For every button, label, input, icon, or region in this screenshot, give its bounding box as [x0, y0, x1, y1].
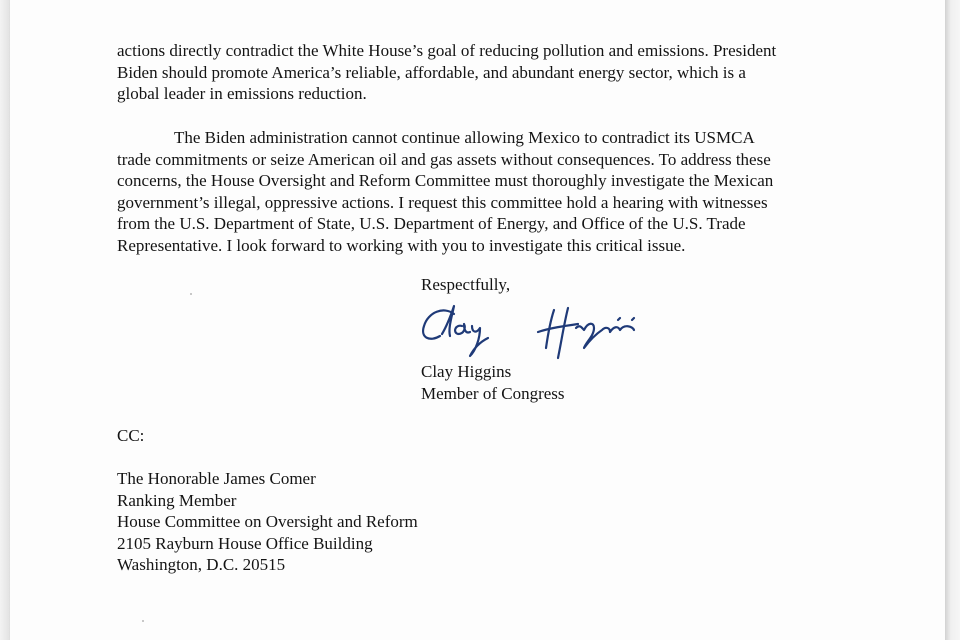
signer-title: Member of Congress: [421, 383, 565, 403]
page-right-edge: [945, 0, 960, 640]
closing-salutation: Respectfully,: [421, 275, 511, 294]
page-left-margin: [0, 0, 10, 640]
paragraph-line: The Biden administration cannot continue allowing Mexico to contradict its USMCA: [174, 128, 755, 147]
handwritten-signature: [418, 298, 658, 362]
paragraph-line: global leader in emissions reduction.: [117, 84, 367, 104]
letter-paragraph-1: [117, 40, 776, 105]
paragraph-line: concerns, the House Oversight and Reform Committee must thoroughly investigate the Mexican: [117, 171, 774, 191]
cc-address: [117, 468, 418, 576]
paper-speck: [142, 620, 144, 622]
letter-paragraph-2: [117, 127, 773, 257]
address-line: Washington, D.C. 20515: [117, 555, 286, 575]
signature-block: [421, 361, 565, 404]
paragraph-line: from the U.S. Department of State, U.S. Department of Energy, and Office of the U.S. Trade: [117, 214, 746, 234]
paragraph-line: Biden should promote America’s reliable, affordable, and abundant energy sector, which is a: [117, 62, 746, 82]
address-line: The Honorable James Comer: [117, 469, 316, 488]
address-line: House Committee on Oversight and Reform: [117, 512, 418, 532]
paragraph-line: actions directly contradict the White House’s goal of reducing pollution and emissions. President: [117, 41, 777, 60]
signer-name: Clay Higgins: [421, 362, 512, 381]
paragraph-line: Representative. I look forward to working with you to investigate this critical issue.: [117, 235, 686, 255]
address-line: 2105 Rayburn House Office Building: [117, 533, 373, 553]
cc-label: CC:: [117, 426, 145, 445]
paragraph-line: trade commitments or seize American oil and gas assets without consequences. To address these: [117, 149, 771, 169]
address-line: Ranking Member: [117, 490, 237, 510]
paragraph-line: government’s illegal, oppressive actions. I request this committee hold a hearing with witnesses: [117, 192, 768, 212]
paper-speck: [190, 293, 192, 295]
